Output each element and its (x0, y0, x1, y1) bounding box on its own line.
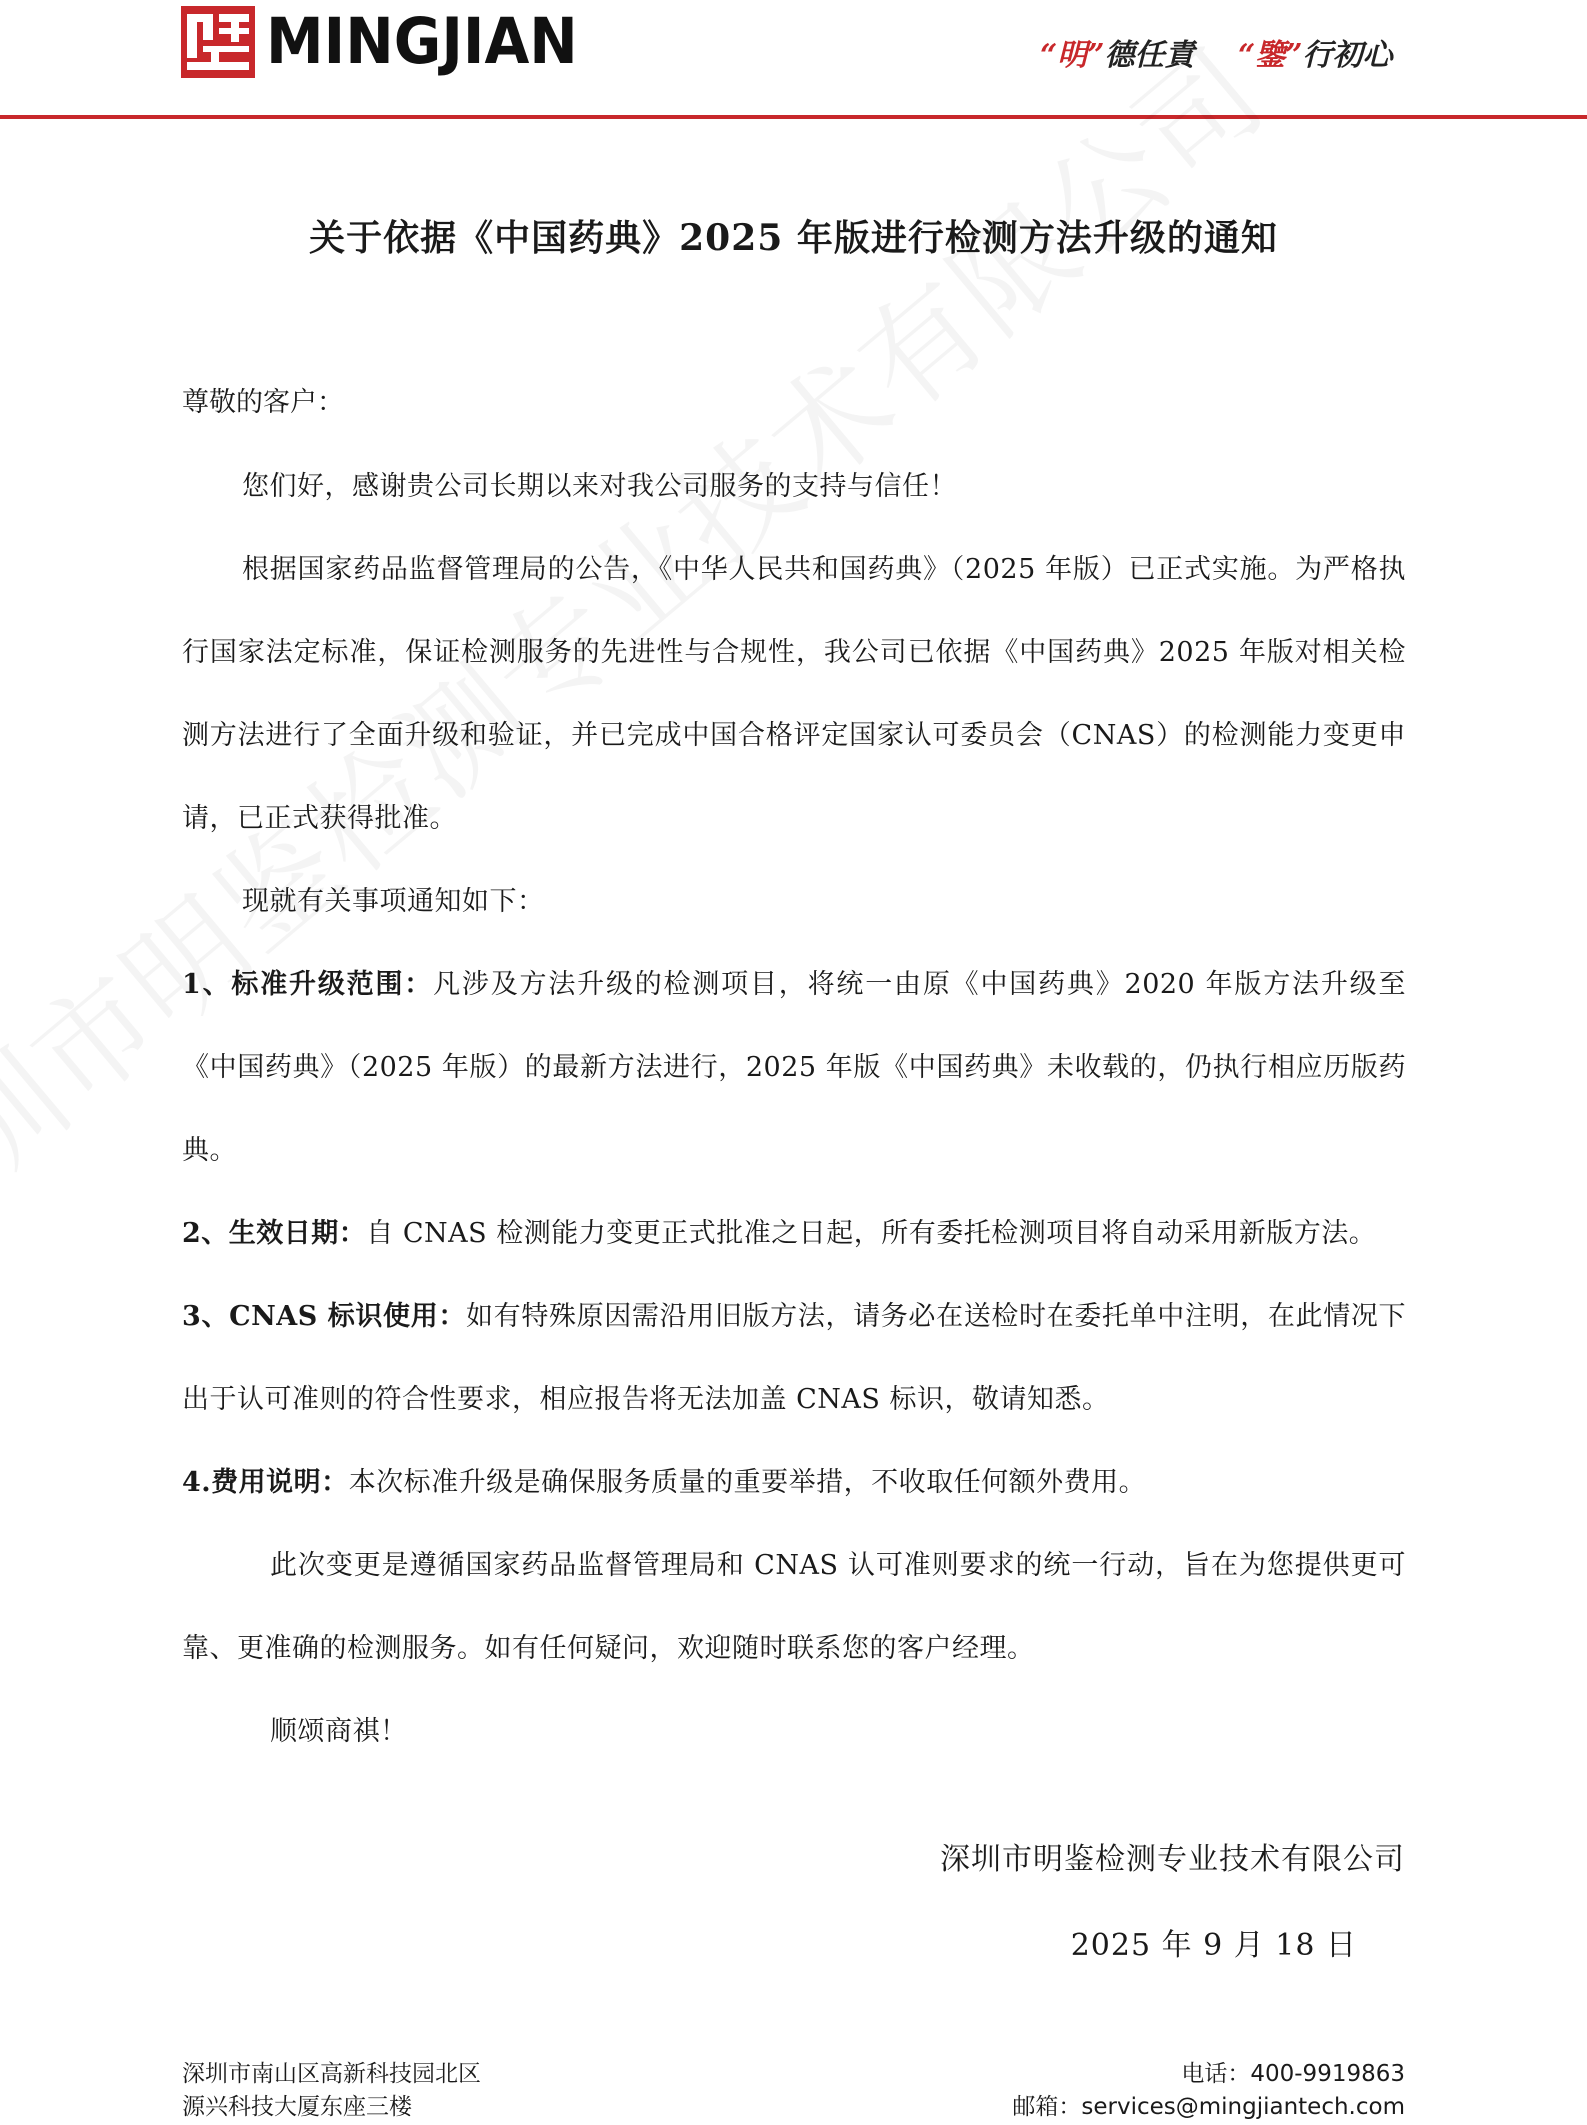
letterhead (0, 0, 1587, 120)
signature-company: 深圳市明鉴检测专业技术有限公司 (940, 1842, 1405, 1877)
item-2 (182, 1192, 1406, 1275)
greeting: 尊敬的客户： (182, 387, 344, 418)
item-4 (182, 1441, 1406, 1524)
item-1-text: 凡涉及方法升级的检测项目，将统一由原《中国药典》2020 年版方法升级至《中国药典》（2025 年版）的最新方法进行，2025 年版《中国药典》未收载的，仍执行相应历版药典。 (182, 969, 1406, 1166)
slogan-1-highlight: “明” (1040, 38, 1105, 73)
signature-date: 2025 年 9 月 18 日 (1070, 1928, 1357, 1963)
item-2-label: 2、生效日期： (182, 1218, 367, 1249)
slogan-2-highlight: “鑒” (1238, 38, 1303, 73)
footer-address-line-2: 源兴科技大厦东座三楼 (182, 2094, 412, 2120)
paragraph-closing: 此次变更是遵循国家药品监督管理局和 CNAS 认可准则要求的统一行动，旨在为您提供更可靠、更准确的检测服务。如有任何疑问，欢迎随时联系您的客户经理。 (182, 1550, 1406, 1664)
item-3 (182, 1275, 1406, 1441)
paragraph-background: 根据国家药品监督管理局的公告，《中华人民共和国药典》（2025 年版）已正式实施。为严格执行国家法定标准，保证检测服务的先进性与合规性，我公司已依据《中国药典》2025 年版对相关检测方法进行了全面升级和验证，并已完成中国合格评定国家认可委员会（CNAS）的检测能力变更申请，已正式获得批准。 (182, 554, 1406, 834)
item-1 (182, 943, 1406, 1192)
footer-email: 邮箱：services@mingjiantech.com (1012, 2094, 1405, 2120)
slogan-1-rest: 德任責 (1104, 38, 1195, 73)
item-1-label: 1、标准升级范围： (182, 969, 434, 1000)
footer-address (182, 2058, 481, 2124)
paragraph-intro: 您们好，感谢贵公司长期以来对我公司服务的支持与信任！ (242, 471, 957, 502)
footer-contact (1012, 2058, 1405, 2124)
slogan-2 (1238, 30, 1393, 74)
document-title: 关于依据《中国药典》2025 年版进行检测方法升级的通知 (309, 217, 1278, 259)
header-divider (0, 115, 1587, 119)
regards: 顺颂商祺！ (270, 1716, 408, 1747)
paragraph-notice-lead: 现就有关事项通知如下： (242, 886, 545, 917)
slogan-2-rest: 行初心 (1302, 38, 1393, 73)
item-3-label: 3、CNAS 标识使用： (182, 1301, 467, 1332)
item-3-text: 如有特殊原因需沿用旧版方法，请务必在送检时在委托单中注明，在此情况下出于认可准则的符合性要求，相应报告将无法加盖 CNAS 标识，敬请知悉。 (182, 1301, 1406, 1415)
company-logo-text: MINGJIAN (266, 5, 578, 78)
item-4-label: 4.费用说明： (182, 1467, 349, 1498)
company-logo-icon (181, 6, 255, 78)
item-4-text: 本次标准升级是确保服务质量的重要举措，不收取任何额外费用。 (348, 1467, 1147, 1498)
footer-phone: 电话：400-9919863 (1181, 2061, 1405, 2087)
slogan-1 (1040, 30, 1195, 74)
item-2-text: 自 CNAS 检测能力变更正式批准之日起，所有委托检测项目将自动采用新版方法。 (366, 1218, 1377, 1249)
footer-address-line-1: 深圳市南山区高新科技园北区 (182, 2061, 481, 2087)
letter-body (182, 445, 1406, 1773)
